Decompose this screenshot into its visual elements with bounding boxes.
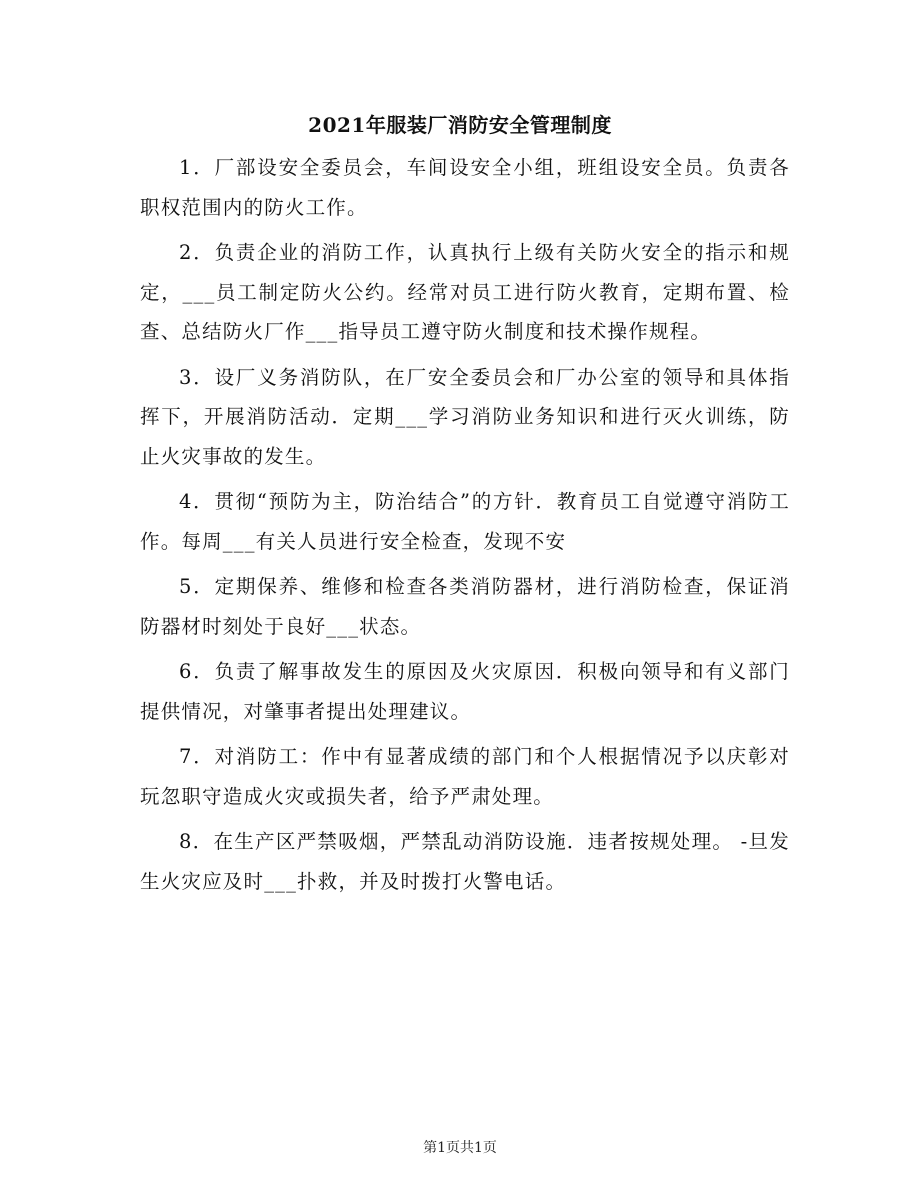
paragraph-2: 2．负责企业的消防工作，认真执行上级有关防火安全的指示和规定，___员工制定防火公约。经常对员工进行防火教育，定期布置、检查、总结防火厂作___指导员工遵守防火制度和技术操作规程。 — [140, 241, 790, 343]
paragraph-1: 1．厂部设安全委员会，车间设安全小组，班组设安全员。负责各职权范围内的防火工作。 — [140, 156, 790, 219]
paragraph-5: 5．定期保养、维修和检查各类消防器材，进行消防检查，保证消防器材时刻处于良好___状态。 — [140, 575, 790, 638]
paragraph-6: 6．负责了解事故发生的原因及火灾原因．积极向领导和有义部门提供情况，对肇事者提出处理建议。 — [140, 660, 790, 723]
paragraph-3: 3．设厂义务消防队，在厂安全委员会和厂办公室的领导和具体指挥下，开展消防活动．定期___学习消防业务知识和进行灭火训练，防止火灾事故的发生。 — [140, 365, 790, 468]
paragraph-8: 8．在生产区严禁吸烟，严禁乱动消防设施．违者按规处理。 -旦发生火灾应及时___扑救，并及时拨打火警电话。 — [140, 830, 790, 893]
paragraph-7: 7．对消防工：作中有显著成绩的部门和个人根据情况予以庆彰对玩忽职守造成火灾或损失者，给予严肃处理。 — [140, 745, 790, 808]
document-title: 2021年服装厂消防安全管理制度 — [308, 113, 612, 137]
page-number-footer: 第1页共1页 — [423, 1140, 497, 1156]
document-body — [140, 148, 790, 907]
paragraph-4: 4．贯彻“预防为主，防治结合”的方针．教育员工自觉遵守消防工作。每周___有关人员进行安全检查，发现不安 — [140, 490, 790, 553]
